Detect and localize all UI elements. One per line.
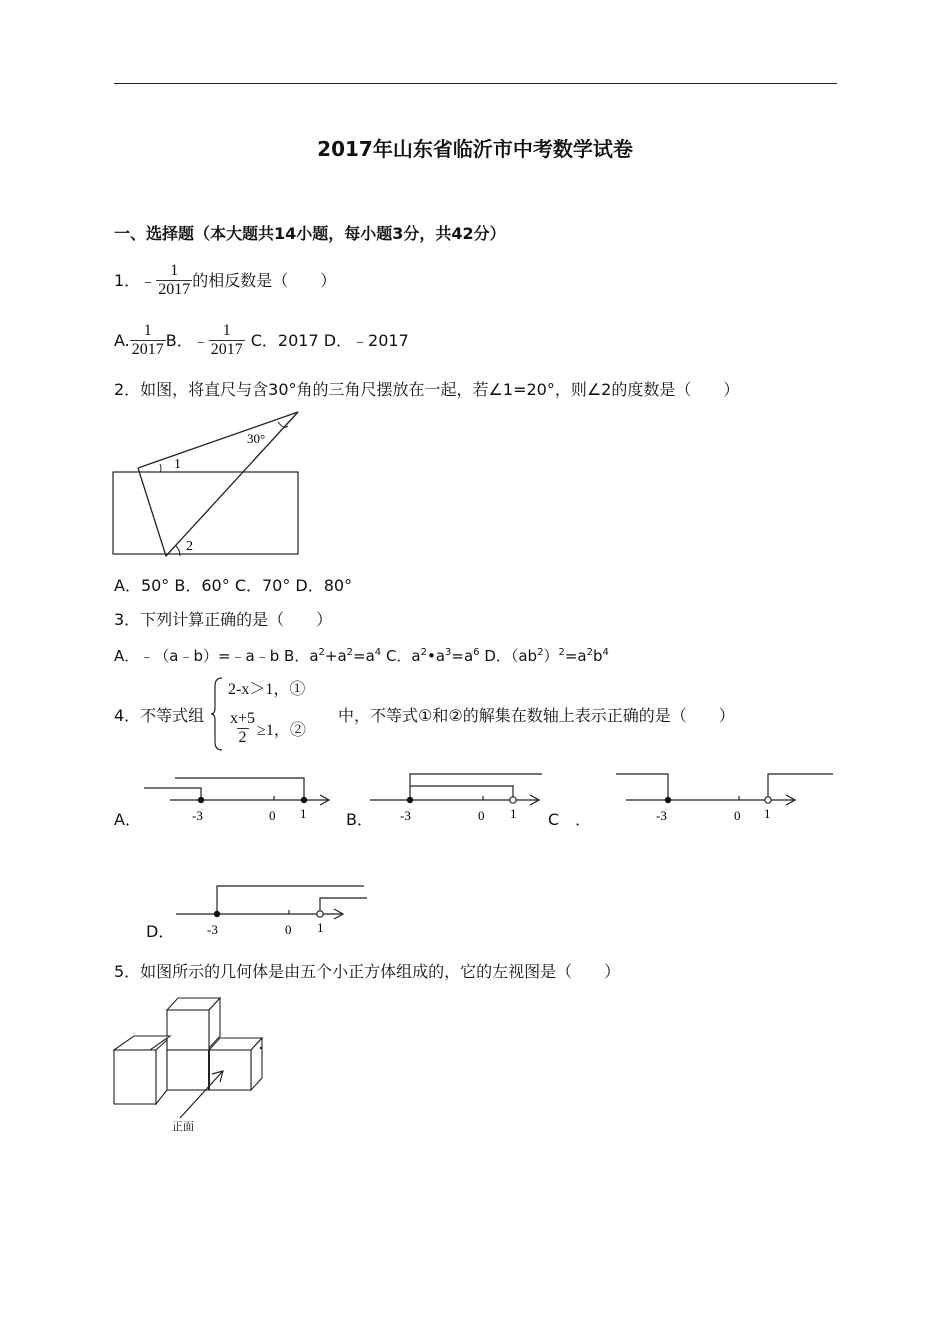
q1-option-cd: C．2017 D．﹣2017 — [250, 330, 409, 350]
q3-text: b — [593, 647, 603, 665]
q4-option-c-label: C ． — [548, 810, 592, 829]
q3-text: =a — [564, 647, 587, 665]
tick-neg3: -3 — [192, 808, 203, 823]
tick-0: 0 — [478, 808, 485, 823]
triangle — [138, 412, 298, 556]
q3-sup: 2 — [537, 647, 544, 658]
question-5: 5．如图所示的几何体是由五个小正方体组成的，它的左视图是（ ） — [114, 962, 621, 981]
question-1 — [114, 262, 336, 299]
q1-frac-den: 2017 — [158, 281, 191, 298]
angle-1-arc — [160, 464, 161, 472]
q1-option-b-num: 1 — [222, 322, 231, 339]
q4-brace — [210, 676, 224, 752]
tick-0: 0 — [269, 808, 276, 823]
tick-neg3: -3 — [207, 922, 218, 937]
q3-sup: 6 — [473, 647, 480, 658]
q1-option-a-num: 1 — [143, 322, 152, 339]
q3-sup: 2 — [420, 647, 427, 658]
q1-fraction — [156, 262, 192, 299]
label-2: 2 — [186, 539, 193, 554]
q4-prefix: 4．不等式组 — [114, 706, 205, 725]
question-3: 3．下列计算正确的是（ ） — [114, 610, 333, 629]
tick-0: 0 — [734, 808, 741, 823]
q3-text: •a — [426, 647, 446, 665]
page-title: 2017年山东省临沂市中考数学试卷 — [317, 137, 633, 161]
q4-ineq2-num: x+5 — [230, 710, 256, 727]
q3-text: =a — [451, 647, 474, 665]
q4-option-b-label: B． — [346, 810, 373, 829]
q3-text: =a — [353, 647, 375, 665]
tick-0: 0 — [285, 922, 292, 937]
q3-opt-d: D．（ab — [479, 647, 538, 665]
q4-ineq2-den: 2 — [238, 729, 247, 746]
q4-ineq2-rest: ≥1，② — [257, 722, 306, 739]
q4-numberline-d — [172, 882, 372, 938]
front-label: 正面 — [172, 1120, 194, 1133]
q1-option-b-fraction — [209, 322, 245, 359]
tick-neg3: -3 — [400, 808, 411, 823]
q5-figure — [110, 994, 270, 1136]
tick-1: 1 — [510, 806, 517, 821]
q1-option-b-den: 2017 — [210, 341, 243, 358]
q4-inequality-1: 2-x＞1，① — [228, 681, 306, 698]
q4-ineq2-fraction — [228, 710, 257, 747]
q1-prefix: 1．﹣ — [114, 270, 157, 290]
q3-sup: 4 — [374, 647, 382, 658]
q3-sup: 2 — [586, 647, 593, 658]
q1-suffix: 的相反数是（ ） — [192, 270, 337, 290]
q4-numberline-b — [366, 770, 546, 826]
q2-options: A．50° B．60° C．70° D．80° — [114, 576, 353, 595]
q1-frac-num: 1 — [170, 262, 179, 279]
section-heading: 一、选择题（本大题共14小题，每小题3分，共42分） — [114, 224, 506, 243]
q1-option-b-label: B．﹣ — [165, 330, 209, 350]
q4-suffix: 中，不等式①和②的解集在数轴上表示正确的是（ ） — [338, 706, 735, 725]
tick-1: 1 — [300, 806, 307, 821]
q4-option-a-label: A． — [114, 810, 141, 829]
q1-option-a-den: 2017 — [131, 341, 164, 358]
q1-option-a-label: A. — [114, 330, 130, 350]
label-1: 1 — [174, 457, 181, 472]
tick-1: 1 — [317, 920, 324, 935]
q3-options — [114, 646, 609, 666]
header-rule — [114, 83, 837, 84]
q2-figure — [110, 408, 310, 560]
q4-numberline-c — [612, 770, 837, 826]
q3-sup: 2 — [558, 647, 565, 658]
q3-text: ） — [543, 647, 559, 665]
q3-opt-c: C．a — [381, 647, 421, 665]
tick-neg3: -3 — [656, 808, 667, 823]
q4-numberline-a — [140, 770, 335, 826]
q3-sup: 2 — [318, 647, 325, 658]
q3-sup: 4 — [602, 647, 609, 658]
tick-1: 1 — [764, 806, 771, 821]
q3-text: +a — [324, 647, 347, 665]
question-2: 2．如图，将直尺与含30°角的三角尺摆放在一起，若∠1=20°，则∠2的度数是（ ） — [114, 380, 740, 399]
q1-options — [114, 322, 409, 359]
q3-sup: 2 — [346, 647, 354, 658]
label-30: 30° — [247, 431, 266, 446]
q3-sup: 3 — [445, 647, 452, 658]
q4-option-d-label: D． — [146, 922, 175, 941]
q1-option-a-fraction — [130, 322, 166, 359]
q3-opt-a: A．﹣（a﹣b）=﹣a﹣b B．a — [114, 647, 319, 665]
q4-inequality-2 — [228, 710, 306, 747]
